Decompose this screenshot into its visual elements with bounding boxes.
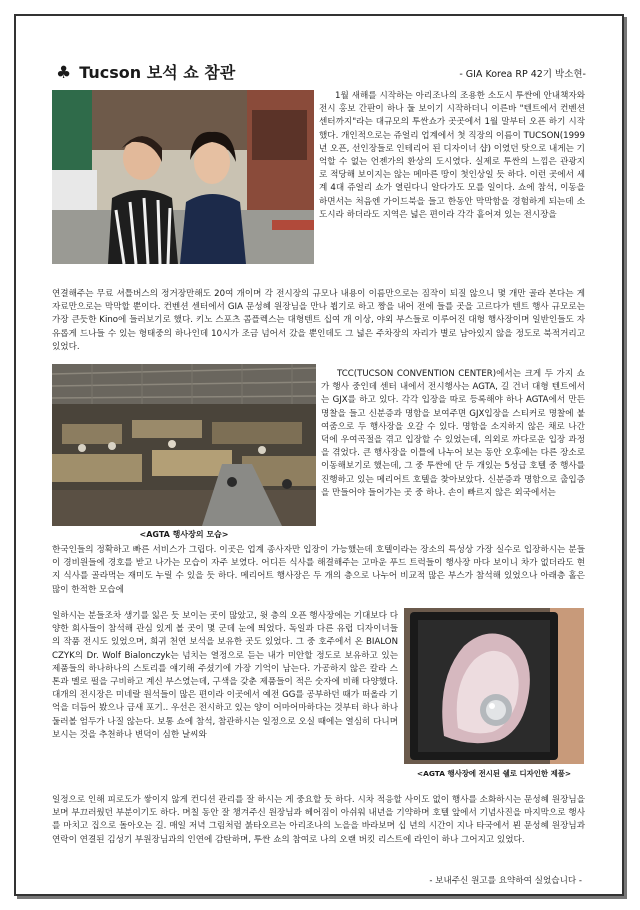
photo-agta-hall	[52, 364, 316, 526]
photo-shell-jewelry	[404, 608, 584, 764]
paragraph-bialonczyk: 일하시는 분들조차 생기를 잃은 듯 보이는 곳이 많았고, 윗 층의 오픈 행사장에는 기대보다 다양한 회사들이 참석해 관심 있게 볼 곳이 몇 군데 눈에 띄었다. 독일과 다른 유럽 디자이너들의 작품 전시도 있었으며, 희귀 천연 보석을 보유한 곳도 있었다. 그 중 호주에서 온 BIALONCZYK의 Dr. Wolf Bialonczyk는 넘치는 열정으로 듣는 내가 미안할 정도로 보유하고 있는 제품들의 하나하나의 스토리를 얘기해 주셨기에 가장 기억이 남는다. 가공하지 않은 칼라 스톤과 멜로 펄을 구비하고 계신 부스였는데, 구색을 갖춘 제품들이 적은 숫자에 비해 다양했다. 대개의 전시장은 미네랄 원석들이 많은 편이라 이곳에서 예전 GG를 공부하던 때가 떠올라 기억을 더듬어 봤으나 금새 포기.. 우선은 전시하고 있는 양이 어마어마하다는 것부터 하나 하나 둘러볼 엄두가 나질 않는다. 보통 쇼에 참석, 참관하시는 일정으로 오실 때에는 열심히 다니며 보시는 것을 추천하나 변덕이 심한 날씨와	[52, 611, 398, 740]
paragraph-convention-center: TCC(TUCSON CONVENTION CENTER)에서는 크게 두 가지 쇼가 행사 중인데 센터 내에서 전시행사는 AGTA, 길 건너 대형 텐트에서는 GJX를 하고 있다. 각각 입장을 따로 등록해야 하나 AGTA에서 만든 명찰을 들고 신분증과 명함을 보여주면 GJX입장을 스티커로 명찰에 붙여줌으로 두 행사장을 오갈 수 있다. 명함을 소지하지 않은 채로 나간 덕에 우여곡절을 겪고 입장할 수 있었는데, 의외로 까다로운 입장 과정을 겪었다. 큰 행사장을 이틀에 나누어 보는 동안 오후에는 다른 장소로 이동해보기로 했는데, 그 중 투싼에 단 두 개있는 5성급 호텔 중 행사를 진행하고 있는 메리어트 호텔을 찾아보았다. 신분증과 명함으로 출입증을 만들어야 들어가는 곳 중 하나. 손이 빠르지 않은 외국에서는	[321, 369, 585, 498]
paragraph-closing: 일정으로 인해 피로도가 쌓이지 않게 컨디션 관리를 잘 하시는 게 중요할 듯 하다. 시차 적응할 사이도 없이 행사를 소화하시는 문성혜 원장님을 보며 부끄러웠던 부분이기도 하다. 며칠 동안 잘 챙겨주신 원장님과 헤어짐이 아쉬워 내년을 기약하며 호텔 앞에서 기념사진을 마지막으로 행사를 마치고 집으로 돌아오는 길. 매일 저녁 그림처럼 붉타오르는 아리조나의 노을을 바라보며 십 년의 시간이 지나 타국에서 뵌 문성혜 원장님과 연락이 연결된 김성기 부원장님과의 인연에 감탄하며, 투싼 쇼의 참여로 나의 오랜 버킷 리스트에 라인이 하나 그어지고 있었다.	[52, 795, 585, 845]
author-byline: - GIA Korea RP 42기 박소현-	[459, 69, 586, 80]
photo-two-women	[52, 90, 314, 264]
paragraph-kino: 연결해주는 무료 셔틀버스의 정거장만해도 20여 개이며 각 전시장의 규모나 내용이 이름만으로는 짐작이 되질 않으니 몇 개만 골라 본다는 게 자료만으로는 막막할 뿐이다. 컨벤션 센터에서 GIA 문성혜 원장님을 만나 뵙기로 하고 짱을 내어 전에 들를 곳을 고르다가 텐트 행사 규모로는 가장 큰듯한 Kino에 들러보기로 했다. 키노 스포츠 콤플렉스는 대형텐트 십여 개 이상, 야외 부스들로 이루어진 대형 행사장이며 일반인들도 자유롭게 드나들 수 있는 형태중의 하나인데 10시가 조금 넘어서 갔을 뿐인데도 그 넓은 주차장의 자리가 별로 남아있지 않을 정도로 북적거리고 있었다.	[52, 289, 585, 352]
paragraph-intro-right: 1월 새해를 시작하는 아리조나의 조용한 소도시 투싼에 안내책자와 전시 홍보 간판이 하나 둘 보이기 시작하더니 이른바 "텐트에서 컨벤션 센터까지"라는 대규모의 투싼쇼가 곳곳에서 1월 말부터 오픈 하기 시작했다. 개인적으로는 쥬얼리 업계에서 첫 직장의 이름이 TUCSON(1999년 오픈, 선인장들로 인테리어 된 디자이너 샵) 이였던 탓으로 내게는 기억할 수 없는 언젠가의 환상의 도시였다. 실제로 투싼의 느낌은 관광지로 적당해 보이지는 않는 메마른 땅이 첫인상일 듯 하다. 이런 곳에서 세계 4대 쥬얼리 쇼가 열린다니 알다가도 모를 일이다. 쇼에 참석, 이동을 하면서는 처음엔 가이드북을 들고 한동안 막막함을 경험하게 되는데 소도시라 하더라도 지역은 넓은 편이라 각각 흩어져 있는 전시장을	[319, 91, 585, 220]
caption-agta-hall: <AGTA 행사장의 모습>	[139, 530, 229, 539]
club-icon: ♣	[56, 63, 72, 83]
article-page	[14, 14, 624, 896]
article-title	[56, 60, 235, 83]
paragraph-marriott: 한국인들의 정확하고 빠른 서비스가 그립다. 이곳은 업계 종사자만 입장이 가능했는데 호텔이라는 장소의 특성상 가장 실수로 입장하시는 분들이 경비원들에 경호를 받고 나가는 모습이 자주 보였다. 어디든 식사를 해결해주는 고마운 푸드 트럭들이 행사장 마다 보이니 차가 없더라도 현지 식사를 골라먹는 재미도 누릴 수 있을 듯 하다. 메리어트 행사장은 두 개의 층으로 나누어 비교적 많은 부스가 참석해 있었으나 아래층 홀은 많이 한적한 모습에	[52, 545, 585, 595]
article-title-text: Tucson 보석 쇼 참관	[79, 63, 236, 82]
editor-note: - 보내주신 원고를 요약하여 실었습니다 -	[429, 876, 582, 886]
caption-shell-jewelry: <AGTA 행사장에 전시된 쉘로 디자인한 제품>	[416, 769, 572, 778]
